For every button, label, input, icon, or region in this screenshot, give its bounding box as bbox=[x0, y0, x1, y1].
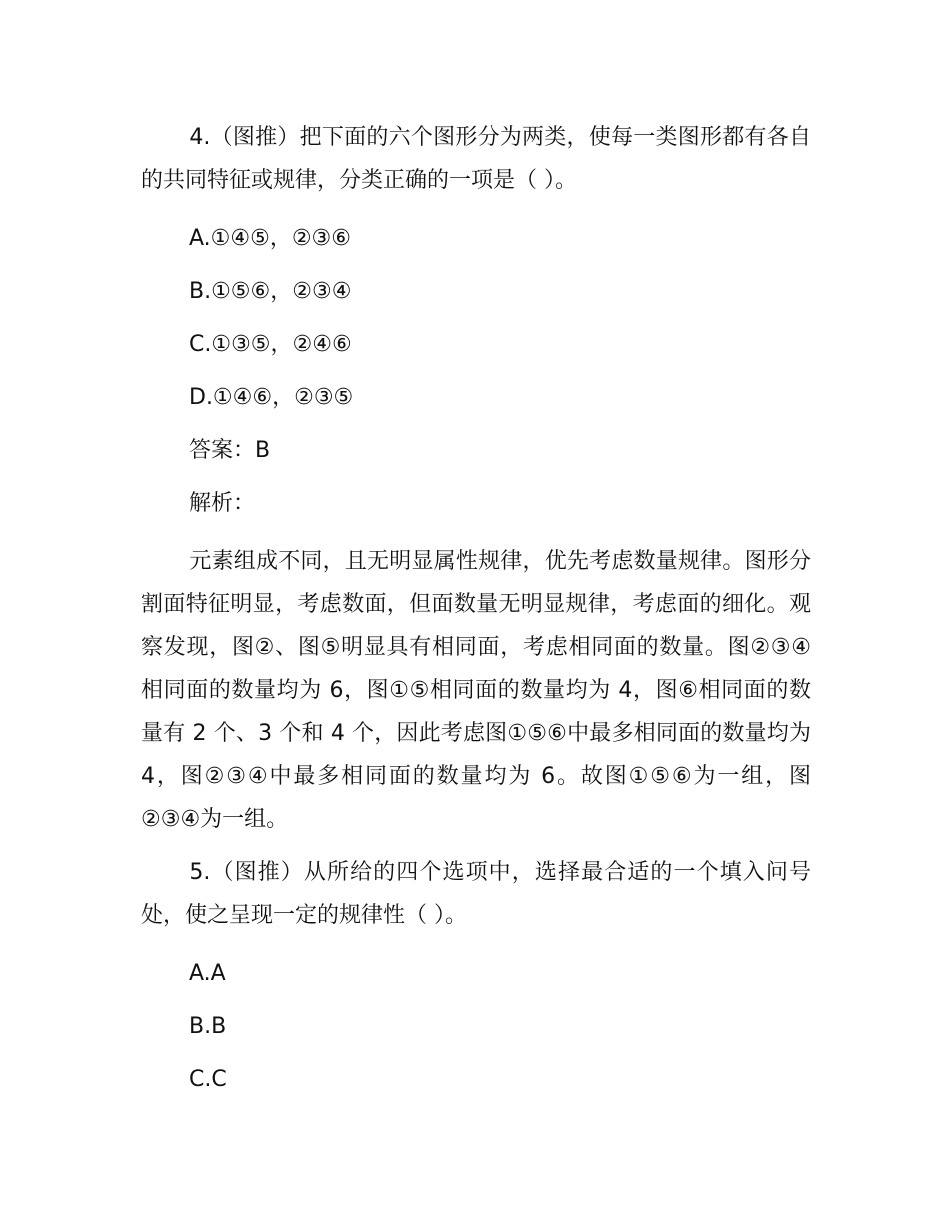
document-content bbox=[141, 116, 811, 1106]
question-4-analysis-label: 解析： bbox=[189, 491, 256, 516]
question-4-option-d: D.①④⑥，②③⑤ bbox=[189, 385, 354, 410]
question-4-stem: 4.（图推）把下面的六个图形分为两类，使每一类图形都有各自的共同特征或规律，分类正确的一项是（ ）。 bbox=[141, 125, 811, 193]
question-5-option-c: C.C bbox=[189, 1067, 227, 1092]
question-4-analysis: 元素组成不同，且无明显属性规律，优先考虑数量规律。图形分割面特征明显，考虑数面，但面数量无明显规律，考虑面的细化。观察发现，图②、图⑤明显具有相同面，考虑相同面的数量。图②③④相同面的数量均为 6，图①⑤相同面的数量均为 4，图⑥相同面的数量有 2 个、3 个和 4 个，因此考虑图①⑤⑥中最多相同面的数量均为 4，图②③④中最多相同面的数量均为 6。故图①⑤⑥为一组，图②③④为一组。 bbox=[141, 549, 811, 832]
question-5-option-b: B.B bbox=[189, 1014, 227, 1039]
question-4-answer: 答案：B bbox=[189, 438, 271, 463]
question-4-option-b: B.①⑤⑥，②③④ bbox=[189, 279, 352, 304]
question-4-option-a: A.①④⑤，②③⑥ bbox=[189, 226, 351, 251]
question-4-option-c: C.①③⑤，②④⑥ bbox=[189, 332, 352, 357]
question-5-stem: 5.（图推）从所给的四个选项中，选择最合适的一个填入问号处，使之呈现一定的规律性（ ）。 bbox=[141, 860, 811, 928]
question-5-option-a: A.A bbox=[189, 961, 226, 986]
